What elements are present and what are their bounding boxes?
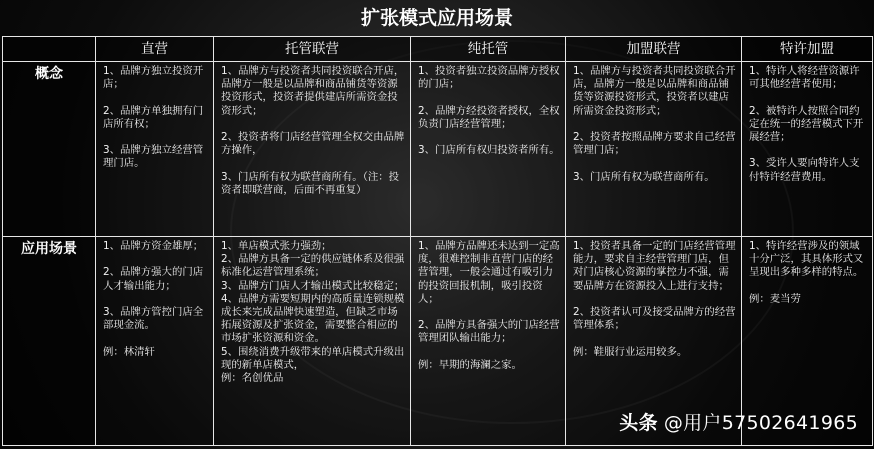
row-header-concept: 概念 xyxy=(3,62,96,237)
cell-application-licensed-franchise: 1、特许经营涉及的领域十分广泛，其具体形式又呈现出多种多样的特点。 例：麦当劳 xyxy=(742,237,873,446)
cell-application-managed-joint: 1、单店模式张力强劲； 2、品牌方具备一定的供应链体系及很强标准化运营管理系统； 3、品牌方门店人才输出模式比较稳定； 4、品牌方需要短期内的高质量连锁规模成长来完成品牌快速塑造，但缺乏市场拓展资源及扩张资金，需要整合相应的市场扩张资源和资金。 5、围绕消费升级带来的单店模式升级出现的新单店模式， 例：名创优品 xyxy=(214,237,411,446)
column-header-licensed-franchise: 特许加盟 xyxy=(742,37,873,62)
cell-application-direct: 1、品牌方资金雄厚； 2、品牌方强大的门店人才输出能力； 3、品牌方管控门店全部现金流。 例：林清轩 xyxy=(96,237,214,446)
cell-concept-franchise-joint: 1、品牌方与投资者共同投资联合开店，品牌方一般是以品牌和商品铺货等资源投资形式，投资者以建店所需资金投资形式； 2、投资者按照品牌方要求自己经营管理门店； 3、门店所有权为联营商所有。 xyxy=(566,62,742,237)
cell-concept-licensed-franchise: 1、特许人将经营资源许可其他经营者使用； 2、被特许人按照合同约定在统一的经营模式下开展经营； 3、受许人要向特许人支付特许经营费用。 xyxy=(742,62,873,237)
column-header-pure-managed: 纯托管 xyxy=(411,37,566,62)
row-header-application: 应用场景 xyxy=(3,237,96,446)
watermark-brand: 头条 xyxy=(619,412,658,434)
corner-cell xyxy=(3,37,96,62)
cell-application-pure-managed: 1、品牌方品牌还未达到一定高度，很难控制非直营门店的经营管理，一般会通过有吸引力的投资回报机制，吸引投资人； 2、品牌方具备强大的门店经营管理团队输出能力； 例：早期的海澜之家。 xyxy=(411,237,566,446)
cell-concept-pure-managed: 1、投资者独立投资品牌方授权的门店； 2、品牌方经投资者授权，全权负责门店经营管理； 3、门店所有权归投资者所有。 xyxy=(411,62,566,237)
cell-concept-managed-joint: 1、品牌方与投资者共同投资联合开店，品牌方一般是以品牌和商品铺货等资源投资形式，投资者提供建店所需资金投资形式； 2、投资者将门店经营管理全权交由品牌方操作， 3、门店所有权为联营商所有。（注：投资者即联营商，后面不再重复） xyxy=(214,62,411,237)
cell-application-franchise-joint: 1、投资者具备一定的门店经营管理能力，要求自主经营管理门店，但对门店核心资源的掌控力不强，需要品牌方在资源投入上进行支持； 2、投资者认可及接受品牌方的经营管理体系； 例：鞋服行业运用较多。 xyxy=(566,237,742,446)
column-header-franchise-joint: 加盟联营 xyxy=(566,37,742,62)
table-row xyxy=(3,62,873,237)
cell-concept-direct: 1、品牌方独立投资开店； 2、品牌方单独拥有门店所有权； 3、品牌方独立经营管理门店。 xyxy=(96,62,214,237)
column-header-direct: 直营 xyxy=(96,37,214,62)
page-title: 扩张模式应用场景 xyxy=(360,7,513,29)
source-watermark xyxy=(619,408,858,435)
watermark-handle: @用户57502641965 xyxy=(663,412,858,434)
table-header-row xyxy=(3,37,873,62)
column-header-managed-joint: 托管联营 xyxy=(214,37,411,62)
expansion-mode-table xyxy=(2,36,873,446)
